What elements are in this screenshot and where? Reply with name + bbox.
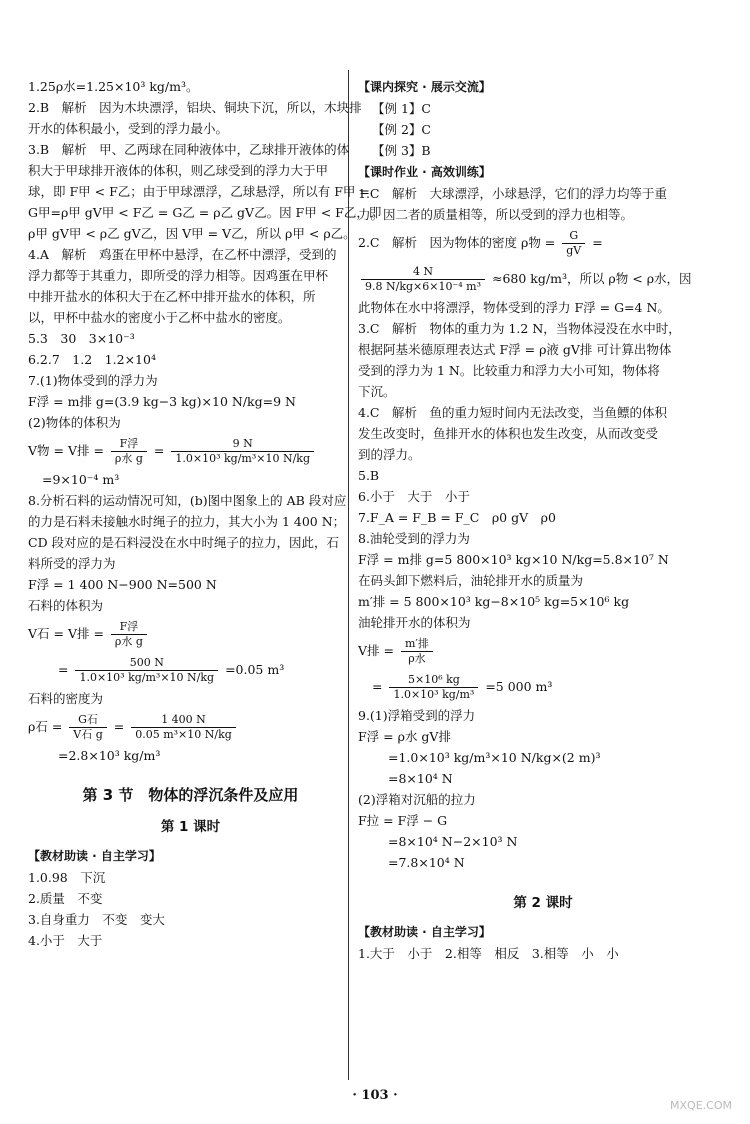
formula-text: V排 = xyxy=(358,643,394,658)
formula-line: m′排 = 5 800×10³ kg−8×10⁵ kg=5×10⁶ kg xyxy=(358,594,630,609)
answer-line: 7.(1)物体受到的浮力为 xyxy=(28,373,158,388)
answer-line: 3.C 解析 物体的重力为 1.2 N，当物体浸没在水中时， xyxy=(358,321,681,336)
answer-line: 以，甲杯中盐水的密度小于乙杯中盐水的密度。 xyxy=(28,310,291,325)
answer-line: 1.大于 小于 2.相等 相反 3.相等 小 小 xyxy=(358,946,619,961)
answer-line: 的力是石料未接触水时绳子的拉力，其大小为 1 400 N； xyxy=(28,514,346,529)
fraction: $\frac{500 N}{\text{1.0×10³ kg/m³×10 N/kg}}$ xyxy=(75,656,218,685)
formula-oil-volume-2 xyxy=(358,669,728,705)
formula-line: F浮 = m排 g=(3.9 kg−3 kg)×10 N/kg=9 N xyxy=(28,394,296,409)
fraction: $\frac{9 N}{\text{1.0×10³ kg/m³×10 N/kg}}$ xyxy=(171,437,314,466)
formula-text: ρ石 = xyxy=(28,719,63,734)
formula-text: 2.C 解析 因为物体的密度 ρ物 = xyxy=(358,235,556,250)
formula-line: =1.0×10³ kg/m³×10 N/kg×(2 m)³ xyxy=(388,750,601,765)
answer-line: 石料的密度为 xyxy=(28,691,104,706)
answer-line: 3.自身重力 不变 变大 xyxy=(28,912,165,927)
answer-line: ρ甲 gV甲 < ρ乙 gV乙，因 V甲 = V乙，所以 ρ甲 < ρ乙。 xyxy=(28,226,356,241)
answer-line: 5.B xyxy=(358,468,380,483)
example-answer: 【例 2】C xyxy=(372,122,431,137)
answer-line: 开水的体积最小，受到的浮力最小。 xyxy=(28,121,229,136)
formula-density-2 xyxy=(358,261,728,297)
fraction: $\frac{\text{F浮}}{\text{ρ水 g}}$ xyxy=(111,437,147,466)
answer-line: 7.F_A = F_B = F_C ρ0 gV ρ0 xyxy=(358,510,556,525)
answer-line: 5.3 30 3×10⁻³ xyxy=(28,331,135,346)
answer-line: 1.C 解析 大球漂浮，小球悬浮，它们的浮力均等于重 xyxy=(358,186,667,201)
example-answer: 【例 3】B xyxy=(372,143,431,158)
example-answer: 【例 1】C xyxy=(372,101,431,116)
formula-line: F浮 = m排 g=5 800×10³ kg×10 N/kg=5.8×10⁷ N xyxy=(358,552,669,567)
answer-line: 6.小于 大于 小于 xyxy=(358,489,470,504)
formula-text: = xyxy=(113,719,125,734)
answer-line: 4.A 解析 鸡蛋在甲杯中悬浮，在乙杯中漂浮，受到的 xyxy=(28,247,337,262)
formula-line: =2.8×10³ kg/m³ xyxy=(58,748,161,763)
answer-line: 根据阿基米德原理表达式 F浮 = ρ液 gV排 可计算出物体 xyxy=(358,342,672,357)
right-column xyxy=(358,76,728,964)
answer-line: 2.B 解析 因为木块漂浮，铝块、铜块下沉，所以，木块排 xyxy=(28,100,362,115)
formula-oil-volume xyxy=(358,633,728,669)
formula-line: =9×10⁻⁴ m³ xyxy=(42,472,120,487)
section-header: 【教材助读 · 自主学习】 xyxy=(358,925,491,939)
answer-line: 力。因二者的质量相等，所以受到的浮力也相等。 xyxy=(358,207,634,222)
fraction: $\frac{\text{F浮}}{\text{ρ水 g}}$ xyxy=(111,620,147,649)
answer-line: CD 段对应的是石料浸没在水中时绳子的拉力，因此，石 xyxy=(28,535,340,550)
answer-line: 4.C 解析 鱼的重力短时间内无法改变，当鱼鳔的体积 xyxy=(358,405,667,420)
formula-line: F浮 = ρ水 gV排 xyxy=(358,729,451,744)
answer-line: 球，即 F甲 < F乙；由于甲球漂浮，乙球悬浮，所以有 F甲 = xyxy=(28,184,370,199)
fraction: $\frac{\text{m′排}}{\text{ρ水}}$ xyxy=(401,637,433,666)
formula-volume xyxy=(28,433,353,469)
formula-text: =5 000 m³ xyxy=(485,679,553,694)
formula-stone-density xyxy=(28,709,353,745)
formula-text: ≈680 kg/m³，所以 ρ物 < ρ水，因 xyxy=(492,271,692,286)
answer-line: 此物体在水中将漂浮，物体受到的浮力 F浮 = G=4 N。 xyxy=(358,300,670,315)
answer-line: 4.小于 大于 xyxy=(28,933,103,948)
fraction: $\frac{1 400 N}{\text{0.05 m³×10 N/kg}}$ xyxy=(131,713,236,742)
answer-line: 6.2.7 1.2 1.2×10⁴ xyxy=(28,352,156,367)
formula-stone-volume xyxy=(28,616,353,652)
lesson-title: 第 2 课时 xyxy=(513,895,573,911)
fraction: $\frac{4 N}{\text{9.8 N/kg×6×10⁻⁴ m³}}$ xyxy=(361,265,485,294)
answer-line: 积大于甲球排开液体的体积，则乙球受到的浮力大于甲 xyxy=(28,163,329,178)
answer-line: G甲=ρ甲 gV甲 < F乙 = G乙 = ρ乙 gV乙。因 F甲 < F乙，即 xyxy=(28,205,382,220)
answer-line: 发生改变时，鱼排开水的体积也发生改变，从而改变受 xyxy=(358,426,659,441)
section-header: 【教材助读 · 自主学习】 xyxy=(28,849,161,863)
formula-text: = xyxy=(153,443,165,458)
section-title: 第 3 节 物体的浮沉条件及应用 xyxy=(82,786,299,804)
lesson-title: 第 1 课时 xyxy=(160,819,221,835)
answer-line: 在码头卸下燃料后，油轮排开水的质量为 xyxy=(358,573,584,588)
section-header: 【课时作业 · 高效训练】 xyxy=(358,165,491,179)
answer-line: 1.25ρ水=1.25×10³ kg/m³。 xyxy=(28,79,199,94)
formula-line: F浮 = 1 400 N−900 N=500 N xyxy=(28,577,217,592)
formula-text: = xyxy=(592,235,603,250)
formula-density xyxy=(358,225,728,261)
formula-stone-volume-2 xyxy=(28,652,353,688)
answer-line: 受到的浮力为 1 N。比较重力和浮力大小可知，物体将 xyxy=(358,363,660,378)
answer-line: 2.质量 不变 xyxy=(28,891,103,906)
fraction: $\frac{\text{G石}}{\text{V石 g}}$ xyxy=(69,713,106,742)
section-header: 【课内探究 · 展示交流】 xyxy=(358,80,491,94)
answer-line: 下沉。 xyxy=(358,384,396,399)
answer-line: 中排开盐水的体积大于在乙杯中排开盐水的体积，所 xyxy=(28,289,316,304)
fraction: $\frac{\text{5×10⁶ kg}}{\text{1.0×10³ kg/m³}}$ xyxy=(389,673,478,702)
answer-line: 浮力都等于其重力，即所受的浮力相等。因鸡蛋在甲杯 xyxy=(28,268,329,283)
watermark: MXQE.COM xyxy=(670,1099,732,1112)
answer-line: 到的浮力。 xyxy=(358,447,421,462)
formula-text: =0.05 m³ xyxy=(225,662,285,677)
answer-line: (2)浮箱对沉船的拉力 xyxy=(358,792,476,807)
formula-line: =7.8×10⁴ N xyxy=(388,855,465,870)
fraction: $\frac{G}{gV}$ xyxy=(562,229,585,258)
formula-text: V物 = V排 = xyxy=(28,443,104,458)
page-number: · 103 · xyxy=(352,1088,398,1103)
answer-line: 9.(1)浮箱受到的浮力 xyxy=(358,708,476,723)
answer-line: 石料的体积为 xyxy=(28,598,104,613)
answer-line: (2)物体的体积为 xyxy=(28,415,121,430)
answer-line: 料所受的浮力为 xyxy=(28,556,116,571)
answer-line: 3.B 解析 甲、乙两球在同种液体中，乙球排开液体的体 xyxy=(28,142,350,157)
answer-line: 8.分析石料的运动情况可知，(b)图中图象上的 AB 段对应 xyxy=(28,493,347,508)
formula-line: =8×10⁴ N xyxy=(388,771,453,786)
formula-text: = xyxy=(372,679,383,694)
formula-text: V石 = V排 = xyxy=(28,626,104,641)
answer-line: 8.油轮受到的浮力为 xyxy=(358,531,470,546)
answer-line: 1.0.98 下沉 xyxy=(28,870,106,885)
formula-text: = xyxy=(58,662,69,677)
formula-line: =8×10⁴ N−2×10³ N xyxy=(388,834,518,849)
answer-line: 油轮排开水的体积为 xyxy=(358,615,471,630)
formula-line: F拉 = F浮 − G xyxy=(358,813,448,828)
